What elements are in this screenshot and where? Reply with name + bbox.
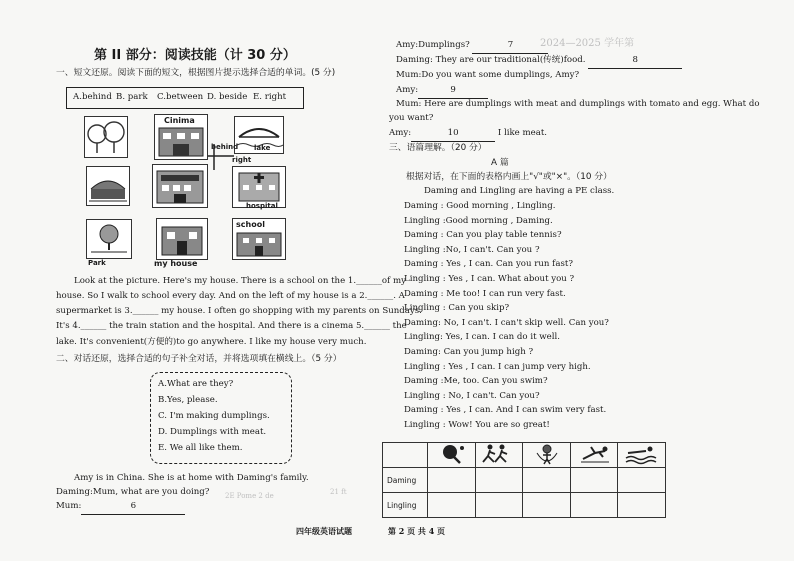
passage-line: lake. It's convenient(方便的)to go anywhere. I like my house very much. bbox=[56, 337, 367, 347]
hospital-label: hospital bbox=[246, 202, 278, 210]
answer-blank-6[interactable]: 6 bbox=[81, 499, 185, 515]
house-building-icon bbox=[157, 219, 207, 259]
table-header-table-tennis bbox=[428, 443, 476, 468]
option-b: B. park bbox=[116, 92, 148, 102]
conversation-line: Daming: No, I can't. I can't skip well. Can you? bbox=[404, 317, 609, 328]
option-d: D. beside bbox=[207, 92, 248, 102]
answer-cell[interactable] bbox=[570, 468, 618, 493]
school-label: school bbox=[236, 220, 265, 229]
option-c: C.between bbox=[157, 92, 204, 102]
bleed-text-top: 2024—2025 学年第 bbox=[540, 38, 635, 49]
behind-label: behind bbox=[211, 143, 239, 151]
answer-blank-7[interactable]: 7 bbox=[472, 38, 548, 54]
conversation-intro: Daming and Lingling are having a PE class. bbox=[424, 186, 615, 196]
conversation-line: Daming : Yes , I can. And I can swim very fast. bbox=[404, 405, 607, 416]
conversation-line: Daming : Yes , I can. Can you run fast? bbox=[404, 259, 573, 270]
conversation-line: Daming : Good morning , Lingling. bbox=[404, 201, 556, 211]
part-a-heading: A 篇 bbox=[491, 158, 509, 168]
dialog-line-mum: Mum: Here are dumplings with meat and dumplings with tomato and egg. What do bbox=[396, 99, 760, 109]
swimming-icon bbox=[622, 443, 662, 465]
dialog-line-amy bbox=[389, 126, 547, 142]
section1-instruction: 一、短文还原。阅读下面的短文，根据图片提示选择合适的单词。(5 分) bbox=[56, 68, 336, 78]
map-picture bbox=[84, 112, 294, 268]
hospital-building-icon bbox=[233, 167, 285, 207]
option-e: E. right bbox=[253, 92, 287, 102]
dialog-text: I like meat. bbox=[497, 128, 548, 138]
passage-line: supermarket is 3.______ my house. I often go shopping with my parents on Sundays. bbox=[56, 306, 422, 316]
table-header-skipping bbox=[523, 443, 571, 468]
skipping-icon bbox=[527, 443, 567, 465]
conversation-line: Lingling : Yes , I can. I can jump very high. bbox=[404, 361, 591, 372]
conversation-line: Daming : Me too! I can run very fast. bbox=[404, 288, 566, 299]
dialog-options-box bbox=[150, 372, 292, 464]
park-picture bbox=[86, 219, 132, 259]
answer-cell[interactable] bbox=[523, 493, 571, 518]
my-house-picture bbox=[156, 218, 208, 260]
dialog-line-mum bbox=[56, 499, 185, 515]
footer-page-number: 第 2 页 共 4 页 bbox=[388, 526, 446, 536]
cinema-label: Cinima bbox=[164, 116, 195, 125]
conversation bbox=[404, 199, 609, 433]
conversation-line: Lingling :Good morning , Daming. bbox=[404, 215, 553, 226]
answer-cell[interactable] bbox=[475, 468, 523, 493]
conversation-line: Daming :Me, too. Can you swim? bbox=[404, 376, 548, 387]
answer-blank-9[interactable]: 9 bbox=[418, 83, 488, 99]
passage-line: It's 4.______ the train station and the hospital. And there is a cinema 5.______ the bbox=[56, 321, 407, 331]
conversation-line: Lingling : Wow! You are so great! bbox=[404, 419, 550, 430]
running-icon bbox=[480, 443, 520, 465]
answer-cell[interactable] bbox=[570, 493, 618, 518]
conversation-line: Lingling : No, I can't. Can you? bbox=[404, 390, 540, 401]
bleed-text-left: 21 ft bbox=[330, 488, 347, 496]
my-house-label: my house bbox=[154, 259, 198, 268]
trees-picture bbox=[84, 116, 128, 158]
lake-label: lake bbox=[254, 144, 271, 152]
conversation-line: Lingling : Can you skip? bbox=[404, 303, 510, 314]
dialog-line-amy bbox=[396, 38, 548, 54]
park-icon bbox=[87, 220, 131, 258]
answer-table bbox=[382, 442, 666, 518]
dialog-option-e: E. We all like them. bbox=[158, 443, 243, 453]
section3-heading: 三、语篇理解。（20 分） bbox=[389, 143, 487, 153]
right-label: right bbox=[232, 156, 252, 164]
answer-cell[interactable] bbox=[618, 468, 666, 493]
speaker-prefix: Amy: bbox=[389, 128, 412, 138]
dialog-line-daming bbox=[396, 53, 682, 69]
dialog-option-c: C. I'm making dumplings. bbox=[158, 411, 270, 421]
answer-cell[interactable] bbox=[428, 468, 476, 493]
train-station-icon bbox=[87, 167, 129, 205]
supermarket-building-icon bbox=[153, 165, 207, 207]
word-options-box bbox=[66, 87, 304, 109]
row-label-lingling: Lingling bbox=[383, 493, 428, 518]
passage-line: Look at the picture. Here's my house. There is a school on the 1.______of my bbox=[74, 276, 406, 286]
dialog-option-a: A.What are they? bbox=[158, 379, 234, 389]
answer-cell[interactable] bbox=[428, 493, 476, 518]
answer-blank-10[interactable]: 10 bbox=[411, 126, 495, 142]
conversation-line: Daming : Can you play table tennis? bbox=[404, 230, 562, 241]
park-label: Park bbox=[88, 259, 106, 267]
conversation-line: Lingling: Yes, I can. I can do it well. bbox=[404, 332, 560, 343]
table-header-high-jump bbox=[570, 443, 618, 468]
conversation-line: Daming: Can you jump high ? bbox=[404, 346, 534, 357]
trees-icon bbox=[85, 117, 127, 157]
table-tennis-icon bbox=[432, 443, 472, 465]
conversation-line: Lingling : Yes , I can. What about you ? bbox=[404, 273, 575, 284]
row-label-daming: Daming bbox=[383, 468, 428, 493]
answer-cell[interactable] bbox=[475, 493, 523, 518]
answer-cell[interactable] bbox=[618, 493, 666, 518]
train-station-picture bbox=[86, 166, 130, 206]
answer-blank-8[interactable]: 8 bbox=[588, 53, 682, 69]
conversation-line: Lingling :No, I can't. Can you ? bbox=[404, 244, 540, 255]
table-header-running bbox=[475, 443, 523, 468]
dialog-text: Amy: bbox=[396, 85, 419, 95]
dialog-text: Daming: They are our traditional(传统)food. bbox=[396, 55, 586, 65]
table-corner bbox=[383, 443, 428, 468]
story-line: Amy is in China. She is at home with Daming's family. bbox=[74, 473, 309, 483]
footer-left: 四年级英语试题 bbox=[296, 526, 352, 536]
option-a: A.behind bbox=[73, 92, 112, 102]
part-a-instruction: 根据对话，在下面的表格内画上"√"或"×"。（10 分） bbox=[406, 172, 612, 182]
speaker-prefix: Mum: bbox=[56, 501, 82, 511]
dialog-line-daming: Daming:Mum, what are you doing? bbox=[56, 487, 210, 497]
dialog-line-mum-cont: you want? bbox=[389, 113, 434, 123]
dialog-option-d: D. Dumplings with meat. bbox=[158, 427, 267, 437]
answer-cell[interactable] bbox=[523, 468, 571, 493]
bleed-text-bottom: 2E Pome 2 de bbox=[225, 492, 274, 500]
dialog-line-mum: Mum:Do you want some dumplings, Amy? bbox=[396, 70, 580, 80]
part-title: 第 II 部分：阅读技能（计 30 分） bbox=[94, 48, 296, 63]
section2-instruction: 二、对话还原，选择合适的句子补全对话，并将选项填在横线上。（5 分） bbox=[56, 354, 342, 364]
supermarket-picture bbox=[152, 164, 208, 208]
dialog-text: Amy:Dumplings? bbox=[396, 40, 470, 50]
table-header-swimming bbox=[618, 443, 666, 468]
dialog-option-b: B.Yes, please. bbox=[158, 395, 218, 405]
passage-line: house. So I walk to school every day. And on the left of my house is a 2.______. A bbox=[56, 291, 405, 301]
high-jump-icon bbox=[575, 443, 615, 465]
